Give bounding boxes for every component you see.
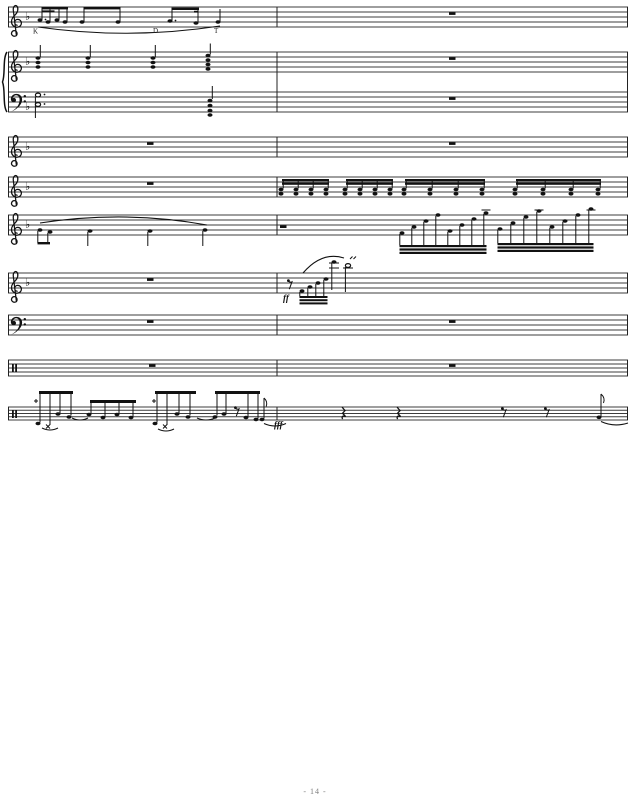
slur [303,256,344,273]
dynamic-marking: fff [274,419,283,430]
svg-text:♭: ♭ [25,10,31,23]
svg-text:♭: ♭ [25,276,31,289]
slur [40,217,207,225]
treble-clef-icon [12,213,22,244]
barlines [9,7,628,420]
page-number: - 14 - [303,787,327,796]
tie [601,422,628,425]
staff-lines [8,7,628,420]
lyric-letter: D [153,27,159,35]
whole-rests [147,12,456,367]
treble-clef-icon [12,5,22,36]
staff-7-ff-figure [283,256,356,304]
dynamic-marking: ff [283,293,289,303]
svg-text:♭: ♭ [25,140,31,153]
treble-clef-icon [12,175,22,206]
staff-1-melody [33,7,221,36]
staff-10-drum-pattern [34,391,628,431]
svg-text:♭: ♭ [25,100,31,113]
treble-clef-icon [12,135,22,166]
lyric-letter: K [33,27,39,36]
staff-6-melody [38,217,208,246]
treble-clef-icon [12,50,22,81]
svg-text:♭: ♭ [25,55,31,68]
lyric-letter: T [214,27,219,35]
svg-text:♭: ♭ [25,218,31,231]
piano-brace [3,52,8,112]
svg-text:♭: ♭ [25,180,31,193]
treble-clef-icon [12,271,22,302]
staff-6-runs [400,207,596,254]
